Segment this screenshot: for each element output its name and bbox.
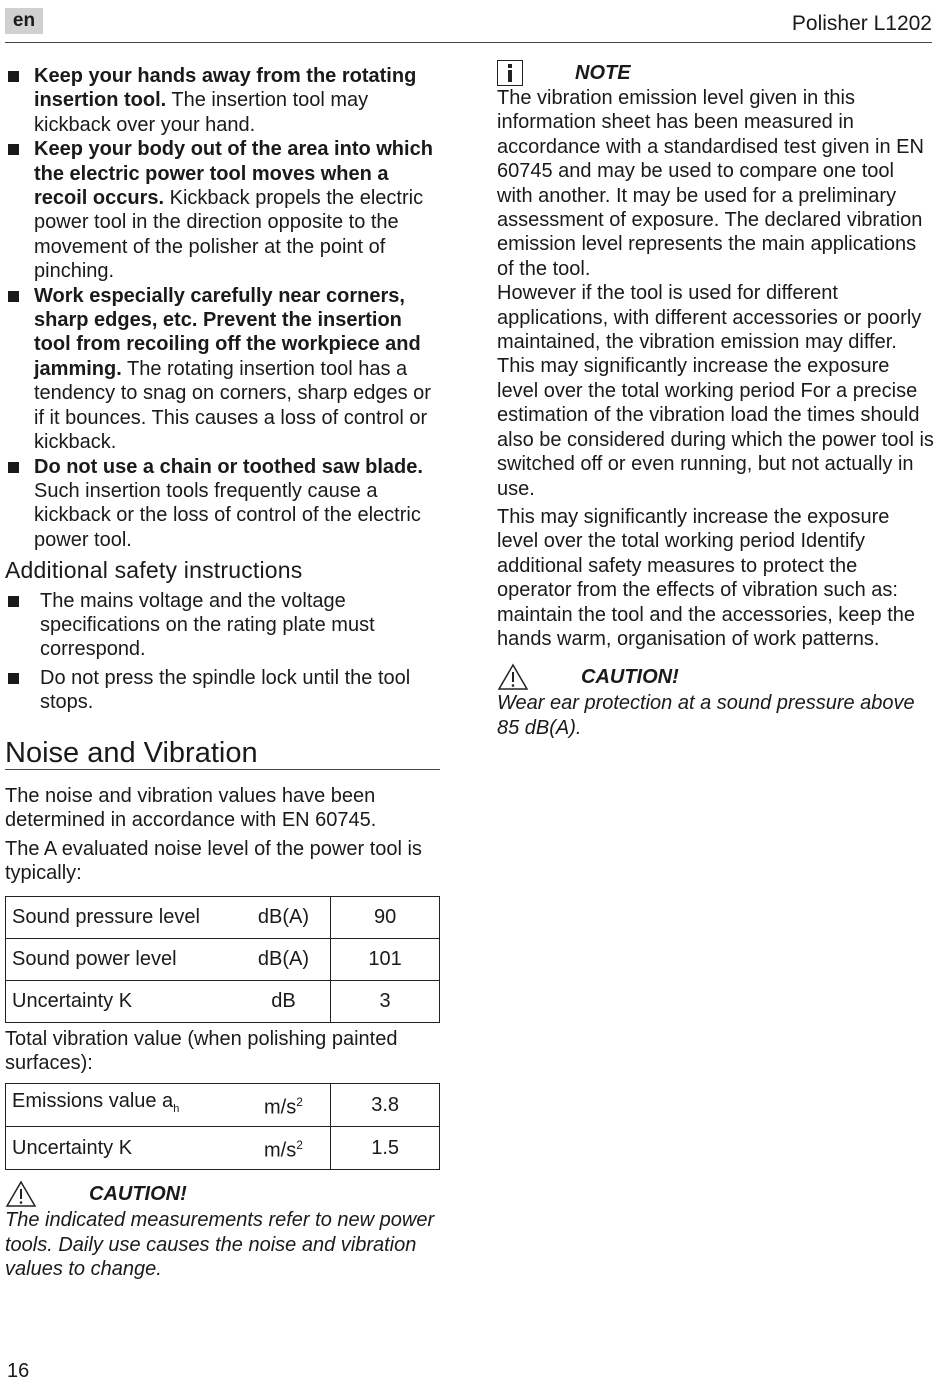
table-cell-unit: dB	[237, 980, 331, 1022]
bullet-bold: Keep your hands away from the rotating insertion tool.	[34, 65, 417, 112]
bullet-text: The insertion tool may kickback over your hand.	[34, 89, 369, 136]
label-subscript: h	[173, 1103, 180, 1116]
note-paragraph-2: However if the tool is used for different applications, with different accessories or poorly maintained, the vibration emission may differ.	[497, 282, 922, 354]
caution-header-right	[497, 663, 935, 691]
label-text: Emissions value a	[12, 1090, 174, 1113]
table-cell-value: 101	[331, 938, 440, 980]
safety-bullet-3	[5, 284, 440, 455]
bullet-text: Kickback propels the electric power tool in the direction opposite to the movement of the polisher at the point of pinching.	[34, 187, 424, 283]
safety-bullet-1	[5, 64, 440, 137]
caution-label: CAUTION!	[581, 666, 679, 689]
table-row	[6, 1127, 440, 1170]
info-icon	[497, 60, 523, 86]
table-cell-label	[6, 1127, 237, 1170]
bullet-text: The rotating insertion tool has a tendency to snag on corners, sharp edges or if it bounces. This causes a loss of control or kickback.	[34, 357, 431, 454]
table-cell-unit: dB(A)	[237, 938, 331, 980]
unit-text: m/s	[264, 1140, 297, 1163]
bullet-bold: Do not use a chain or toothed saw blade.	[34, 455, 423, 478]
unit-superscript: 2	[296, 1138, 303, 1153]
note-paragraph-3: This may significantly increase the exposure level over the total working period For a precise estimation of the vibration load the times should also be considered during which the power tool is switched off or even running, but not actually in use.	[497, 355, 934, 500]
safety-bullet-2	[5, 137, 440, 283]
note-paragraph-1: The vibration emission level given in this information sheet has been measured in accordance with a standardised test given in EN 60745 and may be used to compare one tool with another. It may be used for a preliminary assessment of exposure. The declared vibration emission level represents the main applications of the tool.	[497, 87, 924, 280]
noise-para-2: The A evaluated noise level of the power tool is typically:	[5, 837, 422, 885]
unit-superscript: 2	[296, 1095, 303, 1110]
note-paragraph-4: This may significantly increase the exposure level over the total working period Identify additional safety measures to protect the operator from the effects of vibration such as: maintain the tool and the accessories, keep the hands warm, organisation of work patterns.	[497, 505, 916, 650]
caution-text-left: The indicated measurements refer to new power tools. Daily use causes the noise and vibration values to change.	[5, 1209, 435, 1281]
additional-item-2: Do not press the spindle lock until the tool stops.	[5, 666, 440, 715]
warning-icon	[5, 1180, 37, 1208]
table-cell-unit	[237, 1084, 331, 1127]
right-column	[497, 60, 935, 740]
bullet-bold: Work especially carefully near corners, sharp edges, etc. Prevent the insertion tool from recoiling off the workpiece and jamming.	[34, 284, 421, 380]
noise-para-1: The noise and vibration values have been determined in accordance with EN 60745.	[5, 784, 377, 832]
caution-text-right: Wear ear protection at a sound pressure above 85 dB(A).	[497, 692, 915, 739]
table-cell-label: Sound pressure level	[6, 896, 237, 938]
left-column	[5, 64, 440, 1282]
table-row	[6, 1084, 440, 1127]
page-number: 16	[7, 1360, 30, 1382]
language-badge: en	[5, 8, 43, 34]
table-cell-label: Uncertainty K	[6, 980, 237, 1022]
table-cell-value: 3.8	[331, 1084, 440, 1127]
caution-header-left	[5, 1180, 440, 1208]
bullet-bold: Keep your body out of the area into which the electric power tool moves when a recoil occurs.	[34, 138, 433, 210]
table-cell-value: 1.5	[331, 1127, 440, 1170]
table-cell-label	[6, 1084, 237, 1127]
table-row	[6, 980, 440, 1022]
caution-label: CAUTION!	[89, 1183, 187, 1206]
header-rule	[5, 42, 932, 43]
bullet-text: Such insertion tools frequently cause a kickback or the loss of control of the electric power tool.	[34, 479, 421, 551]
table-row	[6, 896, 440, 938]
table-cell-label: Sound power level	[6, 938, 237, 980]
table-cell-unit	[237, 1127, 331, 1170]
note-header	[497, 60, 935, 86]
note-label: NOTE	[575, 61, 631, 84]
table-cell-unit: dB(A)	[237, 896, 331, 938]
additional-item-1: The mains voltage and the voltage specifications on the rating plate must correspond.	[5, 589, 440, 662]
noise-vibration-heading: Noise and Vibration	[5, 741, 440, 770]
label-text: Uncertainty K	[12, 1137, 133, 1160]
noise-table	[5, 896, 440, 1023]
safety-bullet-4	[5, 455, 440, 553]
vibration-table	[5, 1083, 440, 1170]
table-row	[6, 938, 440, 980]
document-title: Polisher L1202	[791, 12, 932, 35]
unit-text: m/s	[264, 1097, 297, 1120]
table-cell-value: 90	[331, 896, 440, 938]
vibration-para: Total vibration value (when polishing painted surfaces):	[5, 1027, 398, 1074]
additional-safety-heading: Additional safety instructions	[5, 557, 303, 584]
table-cell-value: 3	[331, 980, 440, 1022]
warning-icon	[497, 663, 529, 691]
